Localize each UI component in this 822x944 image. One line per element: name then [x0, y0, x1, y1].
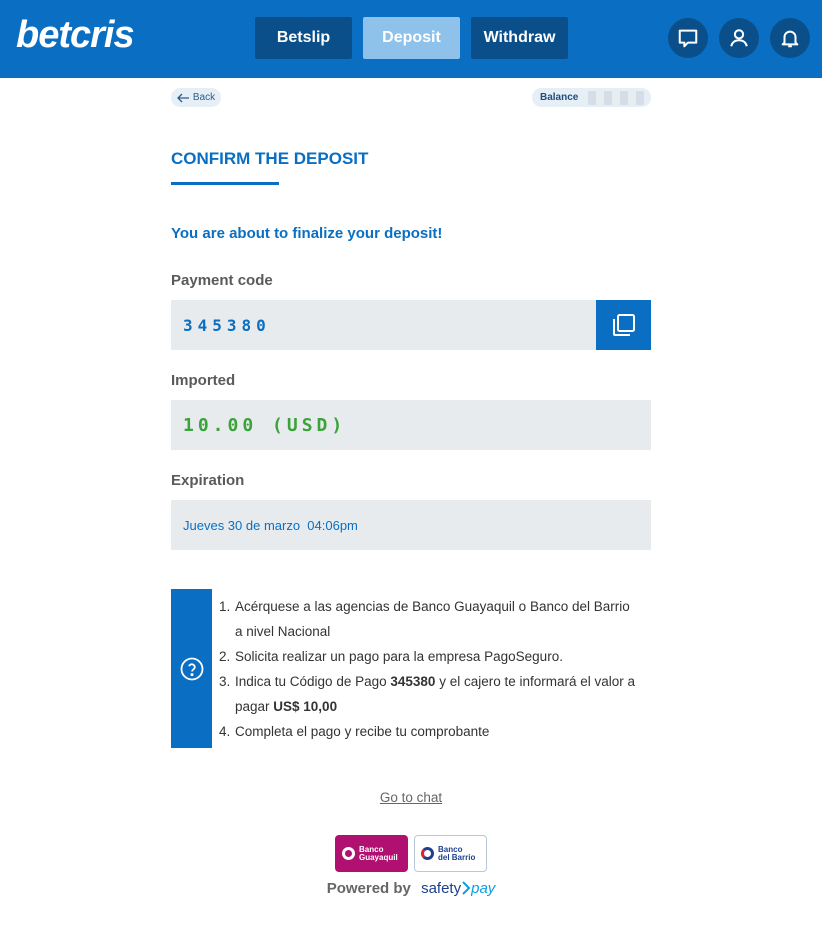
- payment-code-value: 345380: [183, 315, 271, 335]
- copy-code-button[interactable]: [596, 300, 651, 350]
- payment-code-field: [171, 300, 596, 350]
- guayaquil-ring-icon: [342, 847, 355, 860]
- betslip-button[interactable]: Betslip: [255, 17, 352, 59]
- step-amount: US$ 10,00: [273, 699, 338, 714]
- back-label: Back: [192, 92, 216, 103]
- step-text: Acérquese a las agencias de Banco Guayaquil o Banco del Barrio a nivel Nacional: [235, 599, 630, 639]
- expiration-field: [171, 500, 651, 550]
- powered-by: [0, 880, 822, 897]
- notifications-button[interactable]: [770, 18, 810, 58]
- step-number: 1.: [219, 599, 231, 614]
- banco-del-barrio-text: [438, 846, 475, 862]
- step-number: 4.: [219, 724, 231, 739]
- betcris-logo[interactable]: betcris: [16, 14, 134, 56]
- step-text: Solicita realizar un pago para la empresa PagoSeguro.: [235, 649, 563, 664]
- bank1-line1: Banco: [359, 844, 384, 854]
- instruction-step: [219, 669, 639, 719]
- balance-label: Balance: [540, 92, 579, 103]
- imported-value: 10.00 (USD): [183, 414, 347, 436]
- go-to-chat-link[interactable]: Go to chat: [379, 790, 443, 805]
- balance-pill: [532, 88, 651, 107]
- payment-code-label: Payment code: [171, 272, 273, 289]
- chat-icon: [677, 27, 699, 49]
- banco-guayaquil-text: [359, 846, 398, 862]
- barrio-ring-icon: [421, 847, 434, 860]
- imported-label: Imported: [171, 372, 236, 389]
- step-code: 345380: [390, 674, 436, 689]
- instruction-step: [219, 719, 639, 744]
- page-title: CONFIRM THE DEPOSIT: [171, 149, 369, 168]
- arrow-left-icon: [177, 93, 190, 103]
- top-header: [0, 0, 822, 78]
- balance-value-blurred: [588, 91, 644, 105]
- question-icon: [180, 657, 204, 681]
- deposit-subtitle: You are about to finalize your deposit!: [171, 225, 443, 242]
- safetypay-brand-a: safety: [421, 880, 462, 897]
- bank2-line1: Banco: [438, 844, 463, 854]
- back-button[interactable]: [171, 88, 221, 107]
- safetypay-arrow-icon: [461, 881, 471, 895]
- step-text: y el cajero te informará el valor a pagar: [235, 674, 636, 714]
- instructions-list: [219, 594, 639, 744]
- step-number: 2.: [219, 649, 231, 664]
- safetypay-brand-b: pay: [471, 880, 496, 897]
- expiration-label: Expiration: [171, 472, 245, 489]
- step-text: Indica tu Código de Pago: [235, 674, 391, 689]
- instruction-step: [219, 594, 639, 644]
- banco-guayaquil-logo: [335, 835, 408, 872]
- instruction-step: [219, 644, 639, 669]
- bank2-line2: del Barrio: [438, 852, 476, 862]
- title-underline: [171, 182, 279, 185]
- help-panel: [171, 589, 212, 748]
- step-number: 3.: [219, 674, 231, 689]
- user-button[interactable]: [719, 18, 759, 58]
- imported-field: [171, 400, 651, 450]
- step-text: Completa el pago y recibe tu comprobante: [235, 724, 490, 739]
- expiration-value: Jueves 30 de marzo 04:06pm: [183, 517, 358, 533]
- user-icon: [728, 27, 750, 49]
- withdraw-button[interactable]: Withdraw: [471, 17, 568, 59]
- bell-icon: [779, 27, 801, 49]
- copy-icon: [611, 312, 637, 338]
- powered-by-label: Powered by: [326, 880, 411, 897]
- deposit-button[interactable]: Deposit: [363, 17, 460, 59]
- chat-button[interactable]: [668, 18, 708, 58]
- bank1-line2: Guayaquil: [359, 852, 398, 862]
- banco-del-barrio-logo: [414, 835, 487, 872]
